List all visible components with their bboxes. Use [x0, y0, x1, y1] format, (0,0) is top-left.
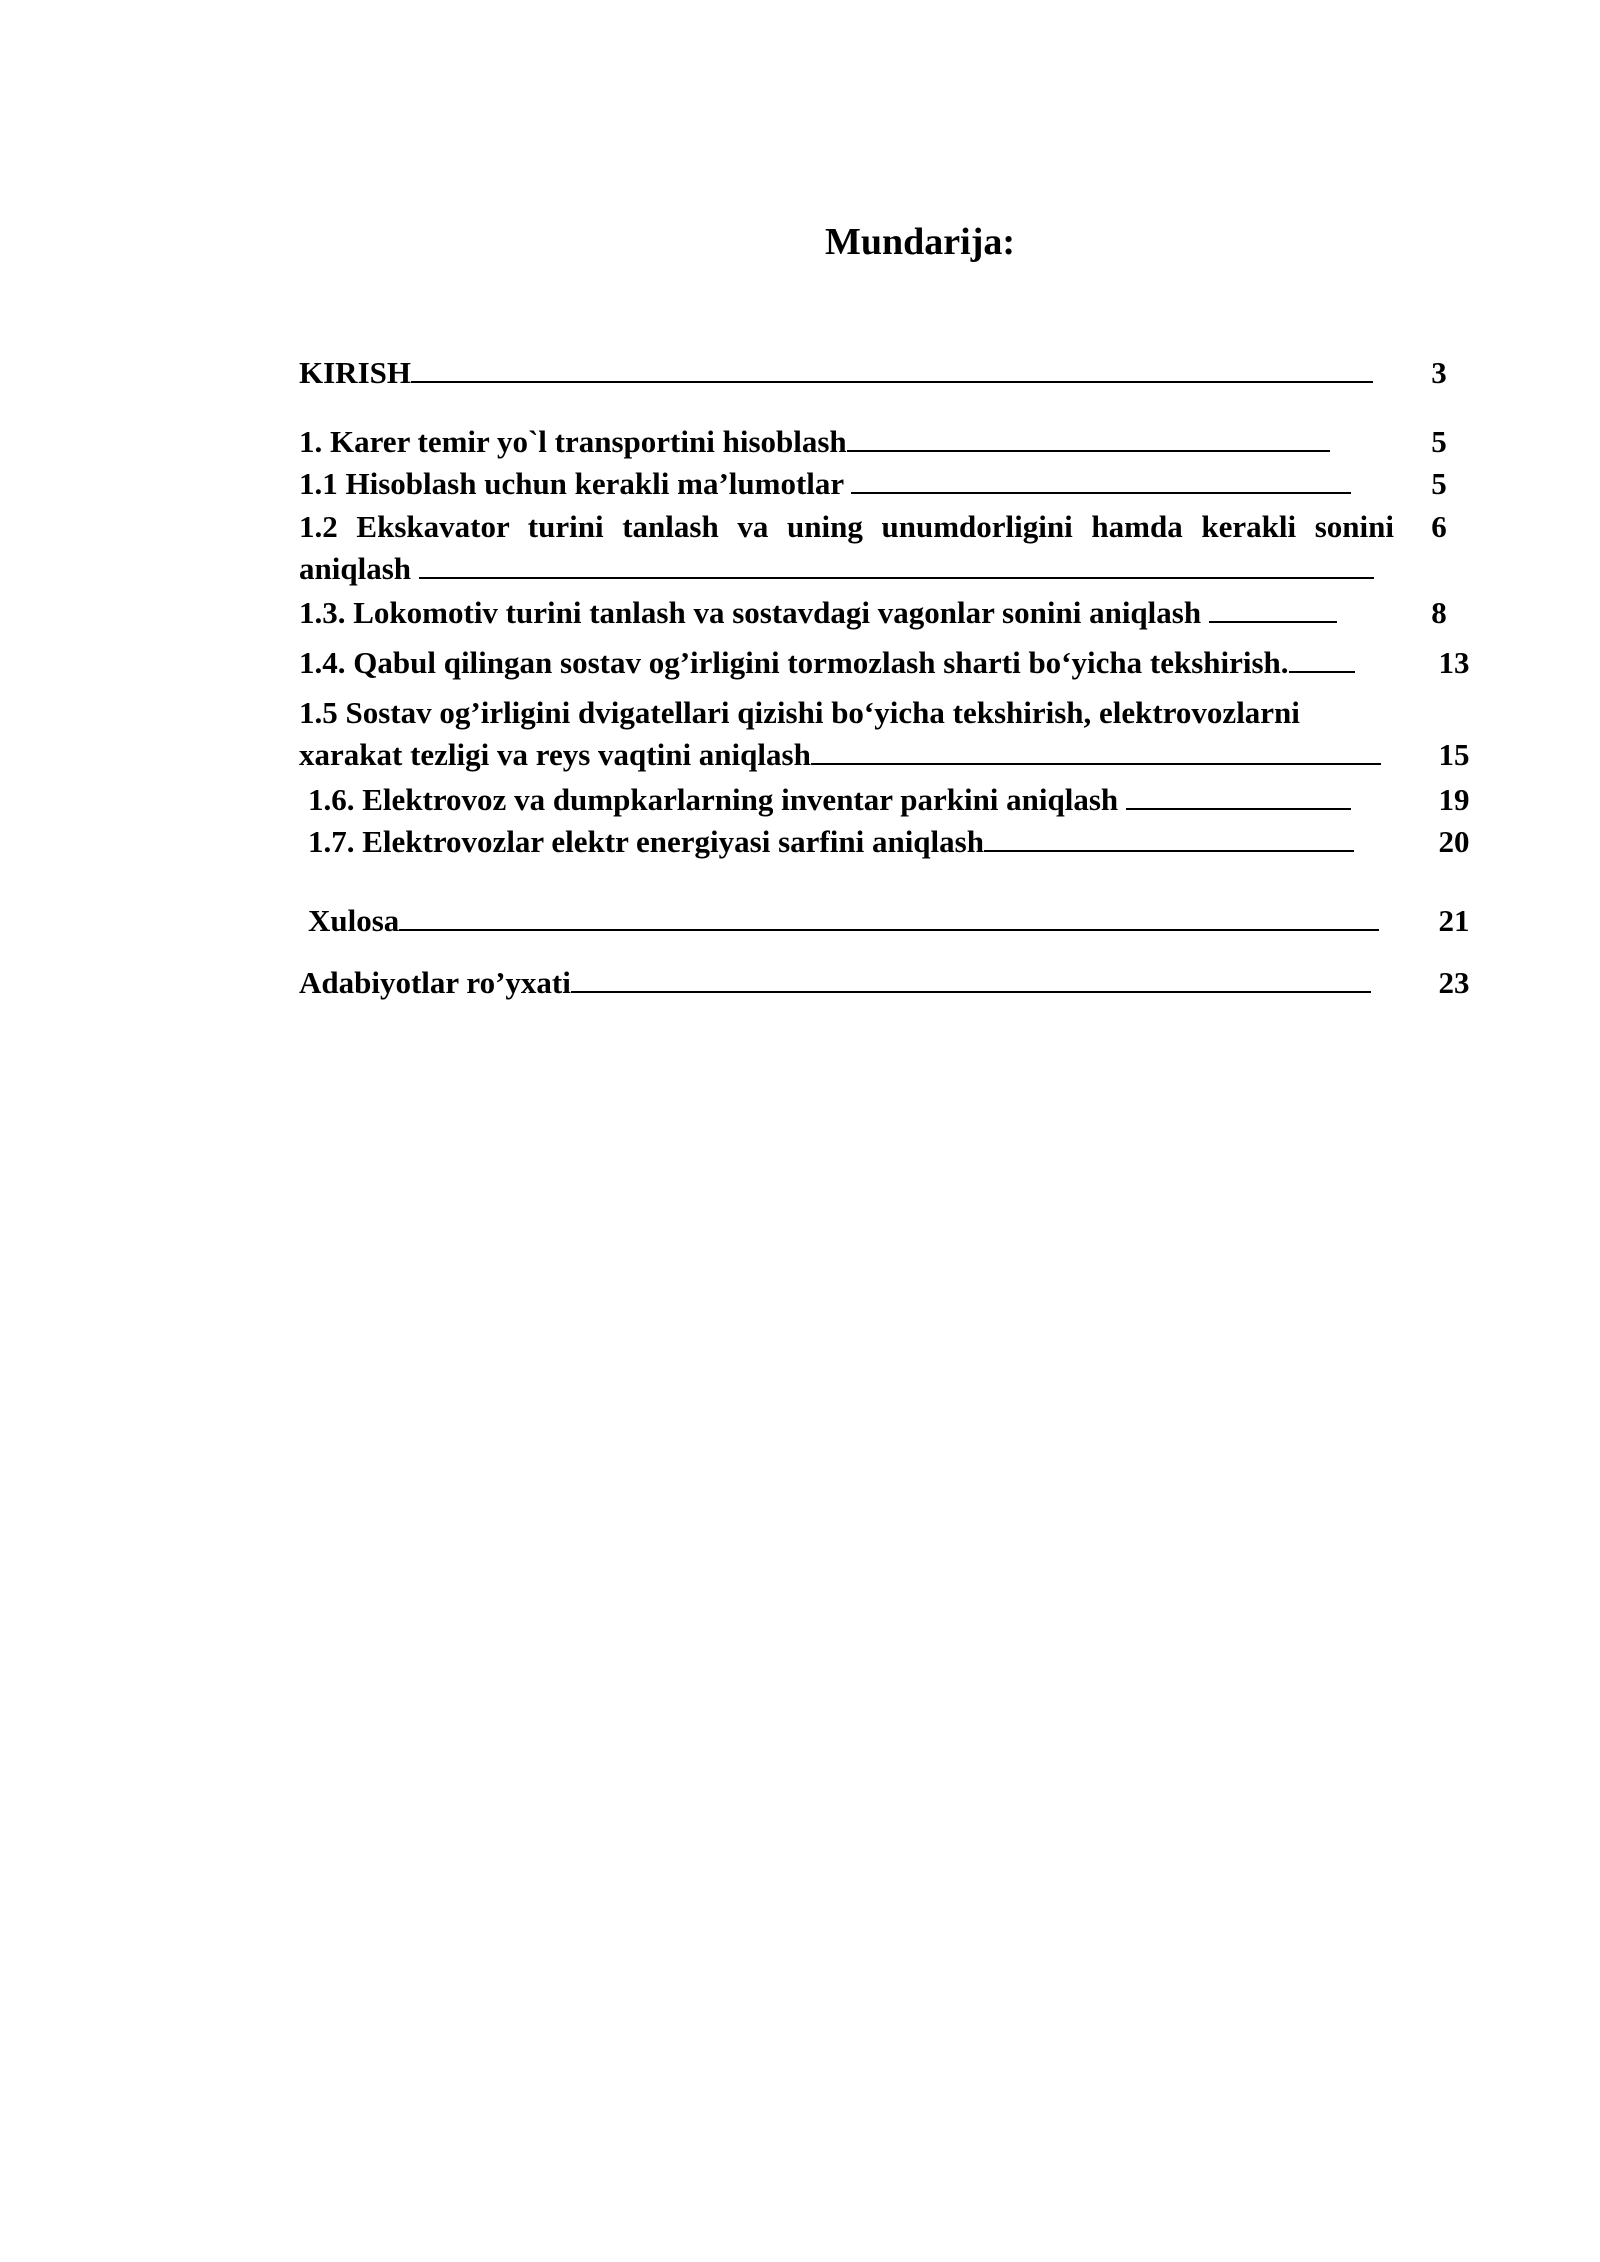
toc-leader-line: [851, 491, 1351, 494]
toc-entry-section-1-1[interactable]: [299, 463, 1459, 505]
toc-page-number: 13: [1438, 645, 1470, 680]
toc-leader-line: [419, 576, 1374, 579]
toc-leader-line: [811, 762, 1381, 765]
toc-entry-label: 1.3. Lokomotiv turini tanlash va sostavdagi vagonlar sonini aniqlash: [299, 595, 1209, 630]
toc-entry-section-1[interactable]: [299, 421, 1459, 463]
toc-page-number: 20: [1438, 824, 1470, 859]
toc-entry-kirish[interactable]: [299, 352, 1459, 394]
toc-page-number: 19: [1438, 782, 1470, 817]
toc-entry-label: 1. Karer temir yo`l transportini hisoblash: [299, 424, 847, 459]
toc-entry-label: KIRISH: [299, 355, 411, 390]
toc-entry-section-1-2[interactable]: [299, 506, 1459, 590]
toc-page-number: 5: [1431, 466, 1447, 501]
toc-entry-label: Adabiyotlar ro’yxati: [299, 965, 571, 1000]
toc-entry-label: 1.6. Elektrovoz va dumpkarlarning inventar parkini aniqlash: [308, 782, 1126, 817]
toc-page-number: 5: [1431, 424, 1447, 459]
toc-entry-label: 1.1 Hisoblash uchun kerakli ma’lumotlar: [299, 466, 852, 501]
toc-page-number: 23: [1438, 965, 1470, 1000]
toc-entry-section-1-7[interactable]: [308, 821, 1468, 863]
toc-entry-label-line1: 1.5 Sostav og’irligini dvigatellari qizishi bo‘yicha tekshirish, elektrovozlarni: [299, 695, 1300, 730]
toc-leader-line: [411, 380, 1373, 383]
toc-page-number: 3: [1431, 355, 1447, 390]
toc-page-number: 21: [1438, 903, 1470, 938]
toc-entry-section-1-5[interactable]: [299, 692, 1470, 776]
toc-page-number: 15: [1438, 737, 1470, 772]
toc-entry-section-1-3[interactable]: [299, 592, 1459, 634]
toc-entry-section-1-4[interactable]: [299, 642, 1470, 684]
toc-entry-label-line1: 1.2 Ekskavator turini tanlash va uning unumdorligini hamda kerakli sonini: [299, 509, 1394, 544]
page-title: Mundarija:: [825, 221, 1015, 263]
toc-leader-line: [399, 928, 1379, 931]
toc-leader-line: [847, 449, 1330, 452]
toc-entry-xulosa[interactable]: [308, 900, 1468, 942]
toc-entry-label: 1.7. Elektrovozlar elektr energiyasi sarfini aniqlash: [308, 824, 984, 859]
toc-leader-line: [1126, 807, 1351, 810]
toc-page-number: 6: [1431, 509, 1447, 544]
toc-leader-line: [571, 990, 1371, 993]
toc-leader-line: [984, 849, 1354, 852]
toc-leader-line: [1289, 670, 1355, 673]
toc-entry-label-line2: aniqlash: [299, 551, 419, 586]
toc-page-number: 8: [1431, 595, 1447, 630]
toc-leader-line: [1209, 620, 1337, 623]
toc-entry-label: 1.4. Qabul qilingan sostav og’irligini tormozlash sharti bo‘yicha tekshirish.: [299, 645, 1289, 680]
toc-entry-section-1-6[interactable]: [308, 779, 1468, 821]
toc-entry-label: Xulosa: [308, 903, 400, 938]
toc-entry-adabiyotlar[interactable]: [299, 962, 1470, 1004]
toc-entry-label-line2: xarakat tezligi va reys vaqtini aniqlash: [299, 737, 811, 772]
